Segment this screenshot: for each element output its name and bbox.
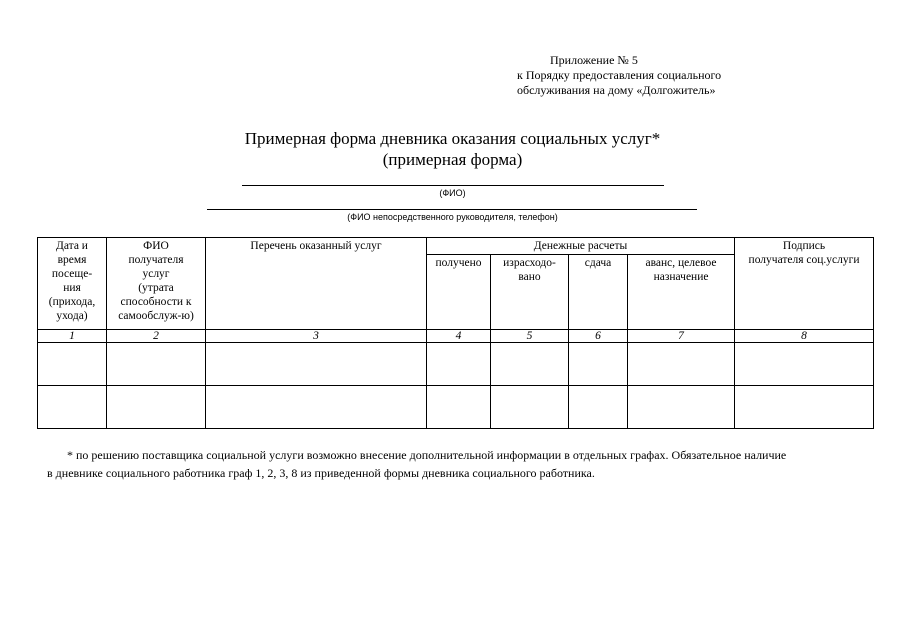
table-cell[interactable]	[206, 386, 427, 429]
header-advance: аванс, целевое назначение	[628, 255, 735, 330]
fio-fill-line	[242, 185, 664, 186]
header-row-1	[38, 238, 874, 255]
appendix-header	[517, 53, 721, 98]
table-cell[interactable]	[206, 343, 427, 386]
table-cell[interactable]	[628, 386, 735, 429]
manager-caption: (ФИО непосредственного руководителя, телефон)	[347, 212, 558, 222]
header-money: Денежные расчеты	[427, 238, 735, 255]
table-cell[interactable]	[107, 343, 206, 386]
appendix-program: обслуживания на дому «Долгожитель»	[517, 83, 716, 97]
header-change: сдача	[569, 255, 628, 330]
table-cell[interactable]	[628, 343, 735, 386]
header-signature: Подпись получателя соц.услуги	[735, 238, 874, 330]
column-number: 3	[206, 330, 427, 343]
appendix-number: Приложение № 5	[550, 53, 638, 67]
table-cell[interactable]	[491, 343, 569, 386]
column-numbers-row	[38, 330, 874, 343]
table-cell[interactable]	[38, 343, 107, 386]
header-spent: израсходо- вано	[491, 255, 569, 330]
appendix-reference: к Порядку предоставления социального	[517, 68, 722, 82]
column-number: 5	[491, 330, 569, 343]
diary-table	[37, 237, 874, 429]
form-subtitle: (примерная форма)	[382, 150, 523, 169]
table-cell[interactable]	[569, 386, 628, 429]
table-row	[38, 343, 874, 386]
table-cell[interactable]	[107, 386, 206, 429]
table-cell[interactable]	[491, 386, 569, 429]
table-row	[38, 386, 874, 429]
footnote-line-1: * по решению поставщика социальной услуги возможно внесение дополнительной информации в отдельных графах. Обязательное наличие	[67, 448, 787, 462]
fio-caption: (ФИО)	[439, 188, 466, 198]
table-cell[interactable]	[427, 386, 491, 429]
column-number: 2	[107, 330, 206, 343]
footnote-line-2: в дневнике социального работника граф 1, 2, 3, 8 из приведенной формы дневника социального работника.	[47, 466, 595, 480]
manager-fill-line	[207, 209, 697, 210]
header-date: Дата и время посеще- ния (прихода, ухода)	[38, 238, 107, 330]
table-cell[interactable]	[569, 343, 628, 386]
column-number: 6	[569, 330, 628, 343]
column-number: 4	[427, 330, 491, 343]
header-recipient-fio: ФИО получателя услуг (утрата способности к самообслуж-ю)	[107, 238, 206, 330]
form-title: Примерная форма дневника оказания социальных услуг*	[244, 129, 661, 148]
table-cell[interactable]	[735, 343, 874, 386]
footnote	[47, 446, 857, 482]
table-cell[interactable]	[38, 386, 107, 429]
header-received: получено	[427, 255, 491, 330]
column-number: 1	[38, 330, 107, 343]
header-services: Перечень оказанный услуг	[206, 238, 427, 330]
column-number: 7	[628, 330, 735, 343]
table-cell[interactable]	[735, 386, 874, 429]
column-number: 8	[735, 330, 874, 343]
table-cell[interactable]	[427, 343, 491, 386]
